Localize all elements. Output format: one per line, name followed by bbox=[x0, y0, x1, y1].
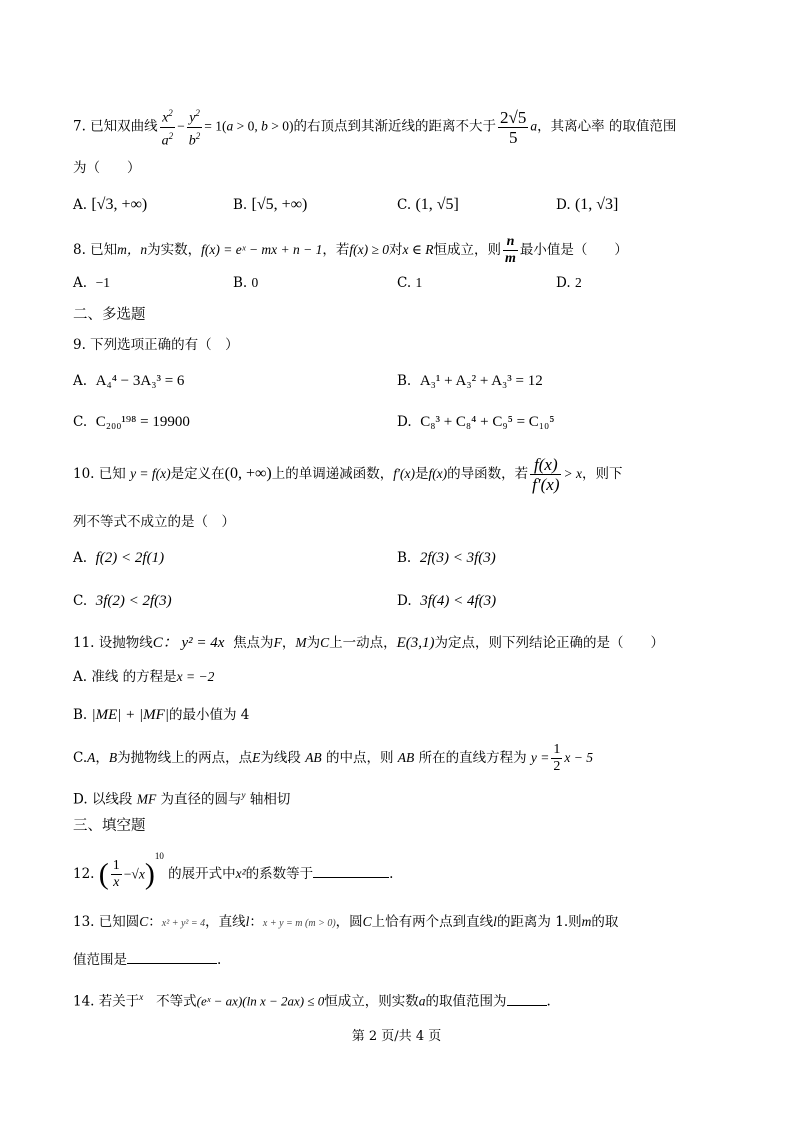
q8-text-a: 为实数， bbox=[147, 242, 202, 258]
q10-text-e: ，则下 bbox=[581, 466, 623, 482]
q9-option-a bbox=[73, 371, 184, 391]
q11-text-b: ， bbox=[281, 635, 296, 651]
q13-line: x + y = m (m > 0) bbox=[262, 918, 336, 929]
page-footer: 第 2 页/共 4 页 bbox=[351, 1029, 442, 1044]
q13-text-e: 上恰有两个点到直线 bbox=[371, 914, 494, 930]
q7-d-value: (1, √3] bbox=[574, 196, 619, 213]
q11-c-b: B bbox=[108, 750, 118, 765]
q10-deriv: f′(x) bbox=[393, 466, 415, 481]
q11-option-d bbox=[73, 785, 733, 810]
q14-end: . bbox=[546, 993, 551, 1010]
q11-option-a bbox=[73, 667, 733, 687]
q11-d-text2: 为直径的圆与 bbox=[160, 791, 242, 808]
q13-text-c: ： bbox=[249, 914, 263, 930]
q10-option-c bbox=[73, 591, 172, 611]
q8-text-d: 恒成立，则 bbox=[433, 242, 502, 258]
q11-c-eq2: x − 5 bbox=[564, 750, 593, 765]
question-13-line-2 bbox=[73, 949, 733, 970]
q11-option-c bbox=[73, 742, 733, 775]
q7-d-label: D. bbox=[556, 197, 571, 213]
q12-term: x² bbox=[235, 866, 246, 881]
q8-prefix: 8. 已知 bbox=[73, 242, 118, 258]
q10-option-d bbox=[397, 591, 496, 611]
q13-l2: l bbox=[493, 914, 497, 929]
q14-text-a: 不等式 bbox=[156, 993, 197, 1010]
q11-c-a: A bbox=[87, 750, 96, 765]
q10-b-value: 2f(3) < 3f(3) bbox=[419, 550, 496, 566]
q10-a-value: f(2) < 2f(1) bbox=[95, 550, 165, 566]
q10-b-label: B. bbox=[397, 550, 412, 566]
q13-m: m bbox=[581, 914, 592, 929]
q7-b-label: B. bbox=[233, 197, 248, 213]
q12-text-a: 的展开式中 bbox=[168, 866, 236, 882]
q8-d-value: 2 bbox=[574, 275, 582, 290]
question-12-line: 12. ( $\frac{1}{x}$ −√x)$^{10}$ 的展开式中x²的系数等于 . bbox=[73, 850, 394, 891]
question-14-line bbox=[73, 987, 733, 1012]
q11-c: C bbox=[320, 635, 330, 650]
q11-prefix: 11. 设抛物线 bbox=[73, 635, 153, 651]
q7-prefix: 7. 已知双曲线 bbox=[73, 118, 158, 135]
q12-answer-blank[interactable] bbox=[313, 863, 389, 878]
q8-text-b: ，若 bbox=[322, 242, 350, 258]
q7-option-d bbox=[556, 195, 618, 215]
q11-b-label: B. bbox=[73, 707, 88, 723]
q10-frac: $\frac{f(x)}{f'(x)}$ bbox=[532, 455, 560, 494]
q9-b-label: B. bbox=[397, 373, 412, 389]
q11-f: F bbox=[273, 635, 282, 650]
q10-a-label: A. bbox=[73, 550, 88, 566]
question-7-line-1: 7. 已知双曲线 $\frac{x^2}{a^2}$ − $\frac{y^2}{b^2}$ = 1(a > 0, b > 0)的右顶点到其渐近线的距离不大于 $\frac{2√5}{5}$ a，其离心率 的取值范围 bbox=[73, 105, 733, 149]
q12-exp: 10 bbox=[154, 850, 164, 861]
question-9-text: 9. 下列选项正确的有（ ） bbox=[73, 337, 239, 353]
q7-b-value: [√5, +∞) bbox=[251, 196, 308, 213]
q9-d-label: D. bbox=[397, 414, 412, 430]
q10-option-b bbox=[397, 548, 496, 568]
q8-option-c bbox=[397, 273, 422, 293]
q14-a: a bbox=[418, 993, 426, 1009]
q11-c-eq1: y = bbox=[530, 750, 550, 765]
q10-cont: 列不等式不成立的是（ ） bbox=[73, 514, 235, 530]
q9-option-b bbox=[397, 371, 543, 391]
q10-text-b: 上的单调递减函数， bbox=[271, 466, 394, 482]
q10-text-a: 是定义在 bbox=[170, 466, 225, 482]
section-multi-choice: 二、多选题 bbox=[73, 307, 146, 323]
q11-d-text3: 轴相切 bbox=[249, 791, 291, 808]
q11-text-c: 为 bbox=[306, 635, 321, 651]
q10-c-label: C. bbox=[73, 593, 88, 609]
q13-end: . bbox=[217, 952, 222, 968]
q8-b-label: B. bbox=[233, 275, 248, 291]
q8-func: f(x) = eˣ − mx + n − 1 bbox=[201, 242, 323, 257]
q10-eq: y = f(x) bbox=[130, 466, 171, 481]
q7-frac-dist: $\frac{2√5}{5}$ bbox=[500, 107, 527, 147]
q9-a-label: A. bbox=[73, 373, 88, 389]
q13-text-f: 的距离为 1.则 bbox=[496, 914, 582, 930]
q8-b-value: 0 bbox=[251, 275, 259, 290]
q10-c-value: 3f(2) < 2f(3) bbox=[95, 593, 172, 609]
q7-c-value: (1, √5] bbox=[415, 196, 459, 213]
q10-text-d: 的导函数，若 bbox=[447, 466, 529, 482]
q11-b-eq: |ME| + |MF| bbox=[91, 707, 169, 723]
q7-option-c bbox=[397, 195, 459, 215]
q11-a-label: A. bbox=[73, 669, 88, 685]
q9-option-c bbox=[73, 412, 190, 432]
q7-option-a bbox=[73, 195, 147, 215]
q13-text-a: ： bbox=[148, 914, 162, 930]
q11-d-seg: MF bbox=[136, 791, 157, 807]
q12-frac: $\frac{1}{x}$ bbox=[112, 858, 120, 890]
q8-text-e: 最小值是（ ） bbox=[519, 242, 628, 258]
q11-option-b bbox=[73, 705, 733, 725]
q11-text-e: 为定点，则下列结论正确的是（ ） bbox=[434, 635, 664, 651]
q13-answer-blank[interactable] bbox=[127, 949, 217, 964]
question-13-line-1 bbox=[73, 912, 733, 934]
q9-b-value: A₃¹ + A₃² + A₃³ = 12 bbox=[419, 373, 543, 389]
section-fill-in: 三、填空题 bbox=[73, 818, 146, 834]
q11-c-text3: 的中点，则 bbox=[325, 750, 394, 766]
q11-c-text1: 为抛物线上的两点，点 bbox=[117, 750, 253, 766]
q10-d-label: D. bbox=[397, 593, 412, 609]
q13-text-d: ，圆 bbox=[335, 914, 363, 930]
q7-c-label: C. bbox=[397, 197, 412, 213]
q10-interval: (0, +∞) bbox=[224, 465, 272, 482]
q13-prefix: 13. 已知圆 bbox=[73, 914, 140, 930]
q11-c-line: AB bbox=[397, 750, 415, 765]
q11-d-label: D. bbox=[73, 791, 88, 808]
q8-cond: f(x) ≥ 0 bbox=[349, 242, 390, 257]
q14-answer-blank[interactable] bbox=[507, 991, 547, 1006]
q8-option-d bbox=[556, 273, 582, 293]
q12-end: . bbox=[389, 866, 394, 882]
q8-text-c: 对 bbox=[389, 242, 403, 258]
q9-c-value: C₂₀₀¹⁹⁸ = 19900 bbox=[95, 414, 190, 430]
q14-prefix: 14. 若关于 bbox=[73, 993, 140, 1010]
q11-a-eq: x = −2 bbox=[176, 669, 215, 684]
q11-m: M bbox=[295, 635, 307, 650]
q13-text-b: ，直线 bbox=[205, 914, 246, 930]
q7-text-b: ，其离心率 的取值范围 bbox=[537, 118, 677, 135]
q14-x: x bbox=[139, 992, 144, 1002]
q11-c-text2: 为线段 bbox=[260, 750, 301, 766]
q11-c-frac: $\frac{1}{2}$ bbox=[553, 742, 561, 774]
q13-c2: C bbox=[362, 914, 372, 929]
q10-option-a bbox=[73, 548, 164, 568]
q11-c-e: E bbox=[252, 750, 261, 765]
q13-cont: 值范围是 bbox=[73, 952, 127, 968]
question-11-line bbox=[73, 633, 733, 653]
q7-a-value: [√3, +∞) bbox=[91, 196, 148, 213]
q11-c-comma: ， bbox=[95, 750, 109, 766]
q10-fx: f(x) bbox=[428, 466, 448, 481]
q11-a-text: 准线 的方程是 bbox=[91, 669, 177, 685]
q12-text-b: 的系数等于 bbox=[245, 866, 314, 882]
q8-frac-nm: $\frac{n}{m}$ bbox=[505, 234, 516, 266]
q11-c-text4: 所在的直线方程为 bbox=[418, 750, 527, 766]
q7-frac-y: $\frac{y^2}{b^2}$ bbox=[187, 105, 203, 149]
q8-vars: m，n bbox=[117, 242, 148, 257]
q9-option-d bbox=[397, 412, 554, 432]
question-10-line-1 bbox=[73, 455, 733, 494]
q8-c-value: 1 bbox=[415, 275, 423, 290]
q11-d-text1: 以线段 bbox=[91, 791, 133, 808]
q10-d-value: 3f(4) < 4f(3) bbox=[420, 593, 497, 609]
q13-l: l bbox=[245, 914, 250, 929]
q14-text-c: 的取值范围为 bbox=[425, 993, 507, 1010]
q8-option-a bbox=[73, 273, 110, 293]
q9-c-label: C. bbox=[73, 414, 88, 430]
q7-text-a: 的右顶点到其渐近线的距离不大于 bbox=[293, 118, 497, 135]
q10-prefix: 10. 已知 bbox=[73, 466, 126, 482]
q7-option-b bbox=[233, 195, 307, 215]
q11-curve: C： y² = 4x bbox=[152, 635, 225, 651]
q8-option-b bbox=[233, 273, 258, 293]
question-8-line bbox=[73, 234, 733, 267]
q11-c-label: C. bbox=[73, 750, 88, 766]
q12-prefix: 12. bbox=[73, 866, 95, 882]
q11-point: E(3,1) bbox=[396, 635, 435, 651]
q8-c-label: C. bbox=[397, 275, 412, 291]
q8-d-label: D. bbox=[556, 275, 571, 291]
q7-frac-x: $\frac{x^2}{a^2}$ bbox=[160, 105, 176, 149]
q10-ineq: > x bbox=[563, 466, 582, 481]
q14-text-b: 恒成立，则实数 bbox=[324, 993, 419, 1010]
q13-c: C bbox=[139, 914, 149, 929]
q10-text-c: 是 bbox=[414, 466, 429, 482]
q11-b-text: 的最小值为 4 bbox=[168, 707, 250, 723]
q9-d-value: C₈³ + C₈⁴ + C₉⁵ = C₁₀⁵ bbox=[420, 414, 555, 430]
q13-circle: x² + y² = 4 bbox=[161, 918, 206, 929]
q7-cont: 为（ ） bbox=[73, 160, 141, 176]
q8-a-value: −1 bbox=[95, 275, 111, 290]
q11-d-axis: y bbox=[241, 790, 246, 800]
q11-text-a: 焦点为 bbox=[233, 635, 274, 651]
q7-a-label: A. bbox=[73, 197, 88, 213]
q14-ineq: (eˣ − ax)(ln x − 2ax) ≤ 0 bbox=[196, 993, 325, 1009]
q13-text-g: 的取 bbox=[591, 914, 619, 930]
q11-c-seg: AB bbox=[305, 750, 322, 765]
q8-domain: x ∈ R bbox=[402, 242, 434, 257]
q11-text-d: 上一动点， bbox=[329, 635, 397, 651]
q8-a-label: A. bbox=[73, 275, 88, 291]
q9-a-value: A₄⁴ − 3A₃³ = 6 bbox=[95, 373, 185, 389]
